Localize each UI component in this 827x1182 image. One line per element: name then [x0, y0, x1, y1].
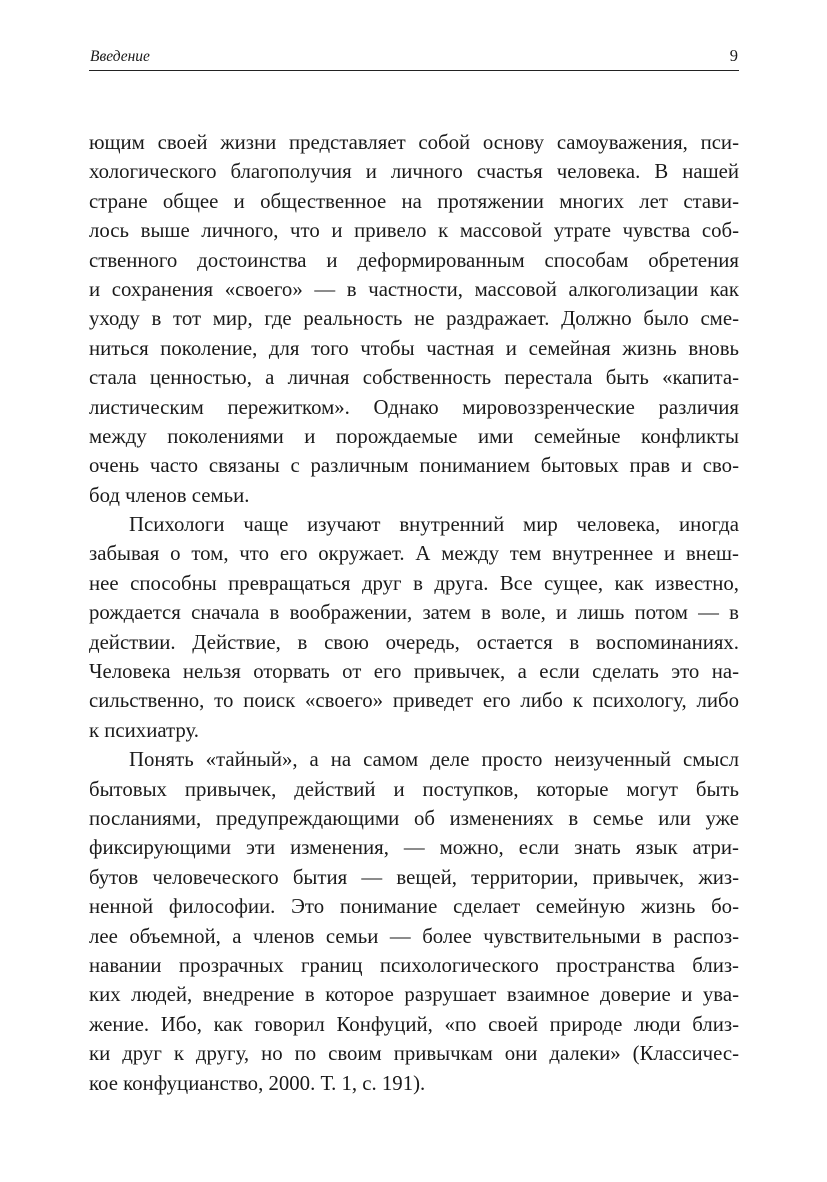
text-line: Психологи чаще изучают внутренний мир человека, иногда	[129, 513, 739, 537]
text-line: Человека нельзя оторвать от его привычек, а если сделать это на-	[89, 660, 739, 684]
paragraph	[89, 128, 739, 510]
text-line: ненной философии. Это понимание сделает семейную жизнь бо-	[89, 895, 739, 919]
text-line: фиксирующими эти изменения, — можно, если знать язык атри-	[89, 836, 739, 860]
text-line: навании прозрачных границ психологического пространства близ-	[89, 953, 739, 977]
text-line: ки друг к другу, но по своим привычкам они далеки» (Классичес-	[89, 1042, 739, 1066]
text-line: бутов человеческого бытия — вещей, территории, привычек, жиз-	[89, 865, 739, 889]
text-line: забывая о том, что его окружает. А между тем внутреннее и внеш-	[89, 542, 739, 566]
text-line: стране общее и общественное на протяжении многих лет стави-	[89, 189, 739, 213]
text-line: ниться поколение, для того чтобы частная и семейная жизнь вновь	[89, 336, 739, 360]
text-line: бод членов семьи.	[89, 483, 250, 507]
paragraph	[89, 745, 739, 1098]
text-line: ющим своей жизни представляет собой основу самоуважения, пси-	[89, 131, 739, 154]
text-line: кое конфуцианство, 2000. Т. 1, с. 191).	[89, 1071, 426, 1095]
text-line: сильственно, то поиск «своего» приведет его либо к психологу, либо	[89, 689, 739, 713]
text-line: ких людей, внедрение в которое разрушает взаимное доверие и ува-	[89, 983, 739, 1007]
section-title: Введение	[90, 48, 150, 65]
page-number: 9	[729, 46, 738, 65]
text-line: лось выше личного, что и привело к массовой утрате чувства соб-	[89, 219, 739, 243]
text-line: хологического благополучия и личного счастья человека. В нашей	[89, 160, 739, 184]
text-line: лее объемной, а членов семьи — более чувствительными в распоз-	[89, 924, 739, 948]
text-line: бытовых привычек, действий и поступков, которые могут быть	[89, 777, 739, 801]
text-line: посланиями, предупреждающими об изменениях в семье или уже	[89, 806, 739, 830]
text-line: и сохранения «своего» — в частности, массовой алкоголизации как	[89, 277, 739, 301]
text-line: жение. Ибо, как говорил Конфуций, «по своей природе люди близ-	[89, 1012, 739, 1036]
text-line: ственного достоинства и деформированным способам обретения	[89, 248, 739, 272]
paragraph	[89, 510, 739, 745]
text-line: действии. Действие, в свою очередь, остается в воспоминаниях.	[89, 630, 739, 654]
text-line: уходу в тот мир, где реальность не раздражает. Должно было сме-	[89, 307, 739, 331]
text-line: листическим пережитком». Однако мировоззренческие различия	[89, 395, 739, 419]
text-line: Понять «тайный», а на самом деле просто неизученный смысл	[129, 748, 739, 772]
text-line: к психиатру.	[89, 718, 199, 742]
text-line: нее способны превращаться друг в друга. Все сущее, как известно,	[89, 571, 739, 595]
body-text	[89, 128, 739, 1098]
text-line: стала ценностью, а личная собственность перестала быть «капита-	[89, 366, 739, 390]
running-head	[89, 46, 739, 71]
text-line: между поколениями и порождаемые ими семейные конфликты	[89, 424, 739, 448]
text-line: очень часто связаны с различным пониманием бытовых прав и сво-	[89, 454, 739, 478]
text-line: рождается сначала в воображении, затем в воле, и лишь потом — в	[89, 601, 739, 625]
